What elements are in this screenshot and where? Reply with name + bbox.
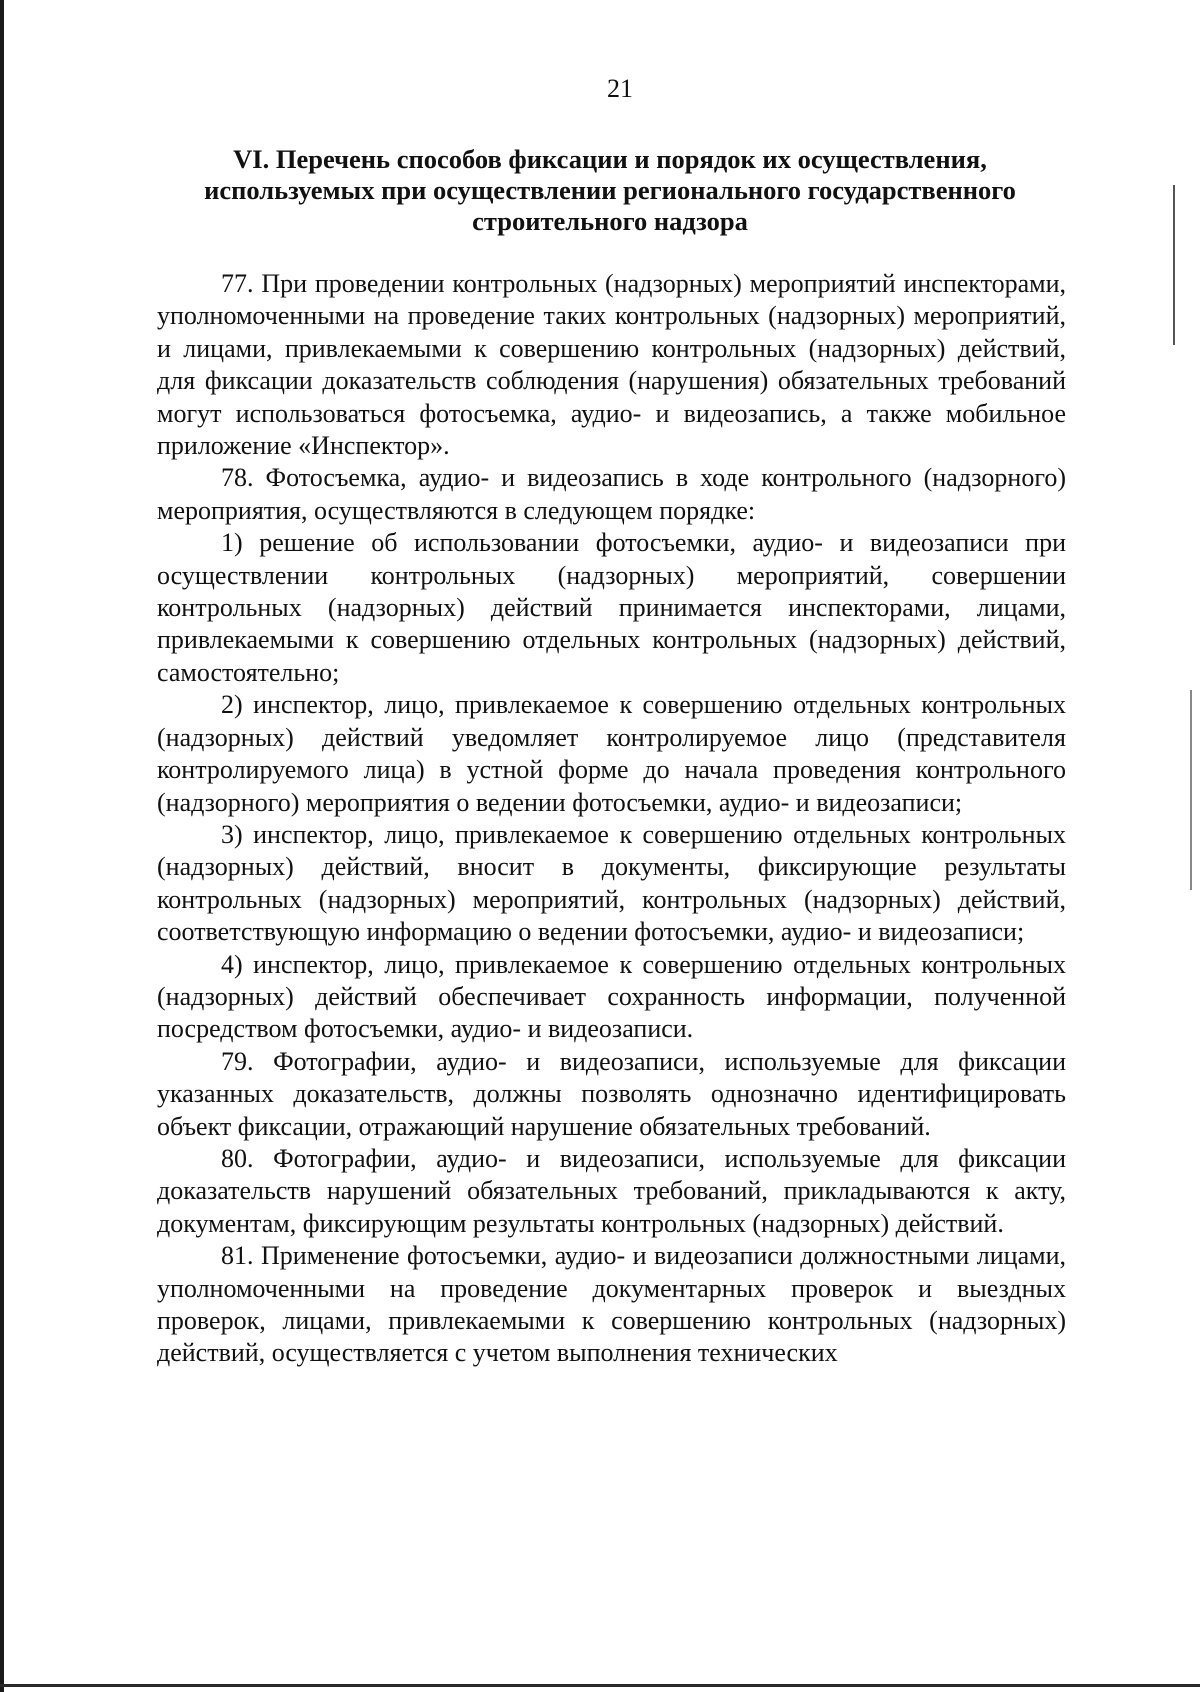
scan-border-left (0, 0, 4, 1692)
paragraph-80: 80. Фотографии, аудио- и видеозаписи, используемые для фиксации доказательств нарушений обязательных требований, прикладываются к акту, документам, фиксирующим результаты контрольных (надзорных) действий. (157, 1143, 1066, 1238)
list-item-2: 2) инспектор, лицо, привлекаемое к совершению отдельных контрольных (надзорных) действий уведомляет контролируемое лицо (представителя контролируемого лица) в устной форме до начала проведения контрольного (надзорного) мероприятия о ведении фотосъемки, аудио- и видеозаписи; (157, 690, 1066, 817)
scan-border-bottom (0, 1684, 1200, 1687)
page-number: 21 (607, 74, 633, 103)
list-item-4: 4) инспектор, лицо, привлекаемое к совершению отдельных контрольных (надзорных) действий обеспечивает сохранность информации, полученной посредством фотосъемки, аудио- и видеозаписи. (157, 949, 1066, 1044)
paragraph-77: 77. При проведении контрольных (надзорных) мероприятий инспекторами, уполномоченными на проведение таких контрольных (надзорных) мероприятий, и лицами, привлекаемыми к совершению контрольных (надзорных) действий, для фиксации доказательств соблюдения (нарушения) обязательных требований могут использоваться фотосъемка, аудио- и видеозапись, а также мобильное приложение «Инспектор». (157, 269, 1066, 461)
list-item-1: 1) решение об использовании фотосъемки, аудио- и видеозаписи при осуществлении контрольных (надзорных) мероприятий, совершении контрольных (надзорных) действий принимается инспекторами, лицами, привлекаемыми к совершению отдельных контрольных (надзорных) действий, самостоятельно; (157, 528, 1066, 687)
scan-mark (1190, 690, 1192, 890)
heading-line: используемых при осуществлении регионального государственного (204, 175, 1016, 205)
paragraph-78: 78. Фотосъемка, аудио- и видеозапись в ходе контрольного (надзорного) мероприятия, осуществляются в следующем порядке: (157, 463, 1066, 525)
list-item-3: 3) инспектор, лицо, привлекаемое к совершению отдельных контрольных (надзорных) действий, вносит в документы, фиксирующие результаты контрольных (надзорных) мероприятий, контрольных (надзорных) действий, соответствующую информацию о ведении фотосъемки, аудио- и видеозаписи; (157, 819, 1066, 947)
paragraph-81: 81. Применение фотосъемки, аудио- и видеозаписи должностными лицами, уполномоченными на проведение документарных проверок и выездных проверок, лицами, привлекаемыми к совершению контрольных (надзорных) действий, осуществляется с учетом выполнения технических (157, 1241, 1066, 1368)
heading-line: VI. Перечень способов фиксации и порядок их осуществления, (233, 144, 987, 174)
paragraph-79: 79. Фотографии, аудио- и видеозаписи, используемые для фиксации указанных доказательств, должны позволять однозначно идентифицировать объект фиксации, отражающий нарушение обязательных требований. (157, 1046, 1066, 1141)
heading-line: строительного надзора (472, 206, 748, 236)
scan-mark (1173, 185, 1175, 345)
section-heading (150, 144, 1070, 237)
document-body (157, 268, 1066, 1370)
